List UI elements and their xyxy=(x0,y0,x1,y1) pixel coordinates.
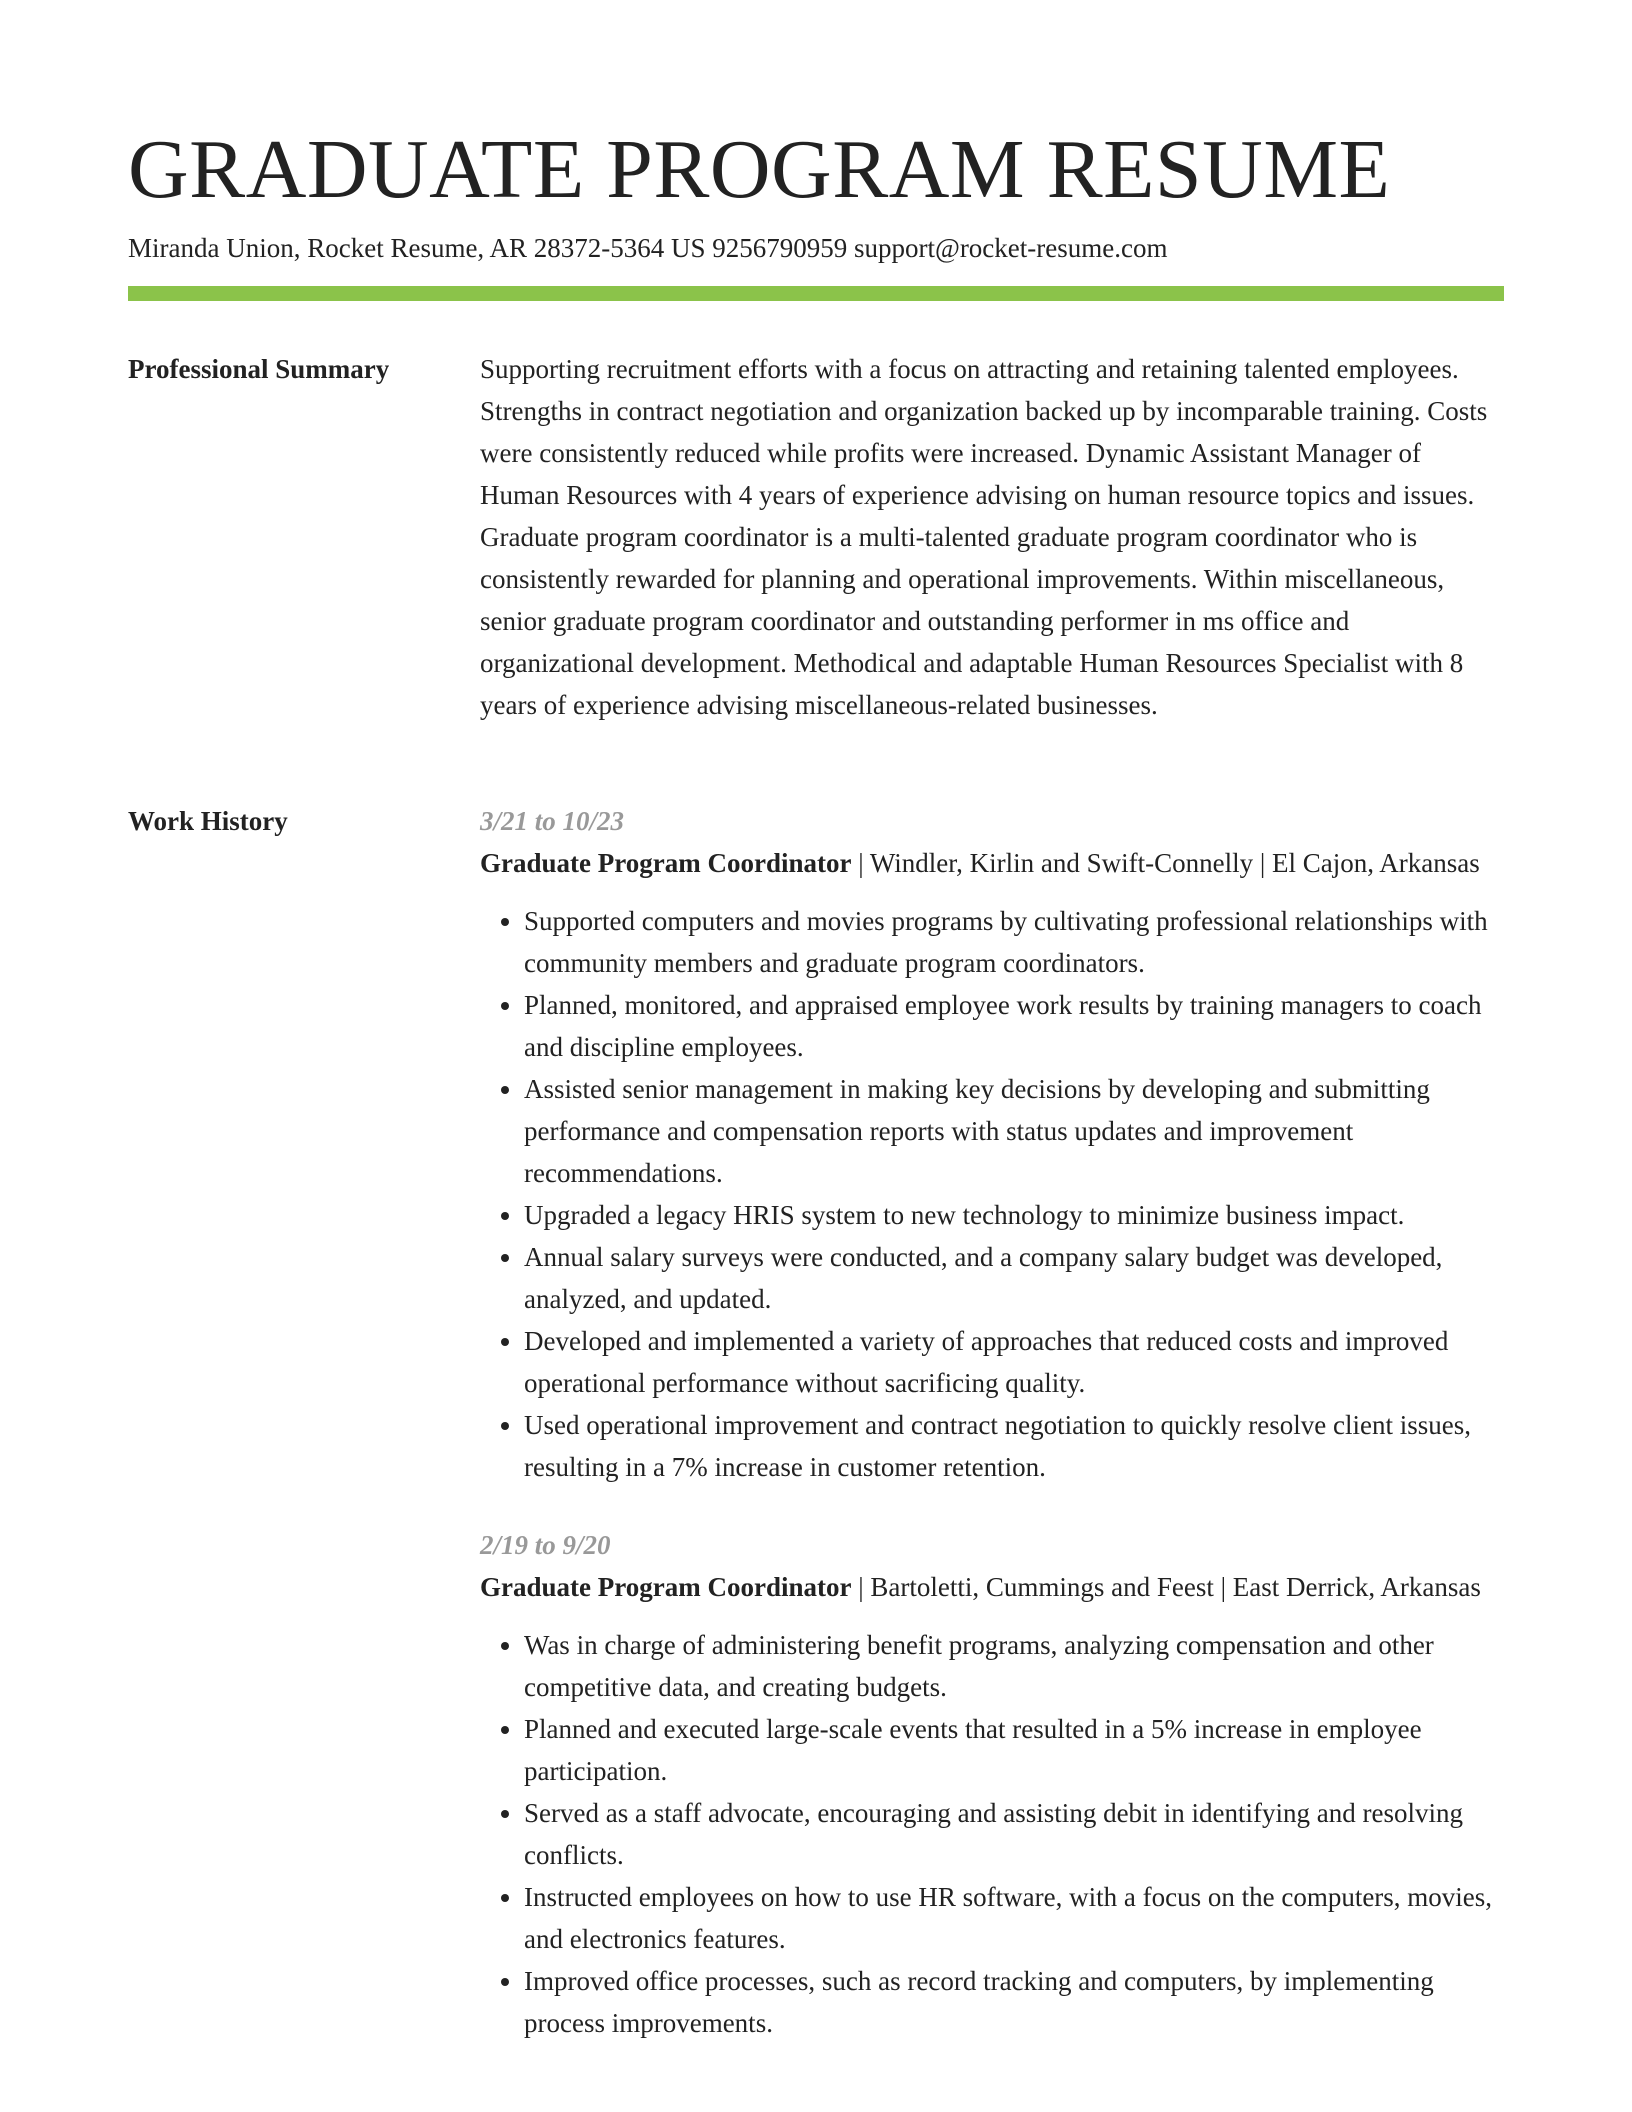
job-dates: 2/19 to 9/20 xyxy=(480,1530,611,1560)
job-header xyxy=(480,842,1504,884)
job-bullet-list xyxy=(480,900,1504,1488)
job-bullet: • Annual salary surveys were conducted, and a company salary budget was developed, analyzed, and updated. xyxy=(524,1236,1504,1320)
job-bullet: • Developed and implemented a variety of approaches that reduced costs and improved operational performance without sacrificing quality. xyxy=(524,1320,1504,1404)
job-bullet-list xyxy=(480,1624,1504,2044)
job-bullet: • Served as a staff advocate, encouraging and assisting debit in identifying and resolving conflicts. xyxy=(524,1792,1504,1876)
job-bullet: • Improved office processes, such as record tracking and computers, by implementing process improvements. xyxy=(524,1960,1504,2044)
job-bullet: • Upgraded a legacy HRIS system to new technology to minimize business impact. xyxy=(524,1194,1504,1236)
job-bullet: • Planned and executed large-scale events that resulted in a 5% increase in employee participation. xyxy=(524,1708,1504,1792)
job-title: Graduate Program Coordinator xyxy=(480,848,852,878)
job-employer-location: | Bartoletti, Cummings and Feest | East Derrick, Arkansas xyxy=(851,1572,1481,1602)
job-bullet: • Assisted senior management in making key decisions by developing and submitting performance and compensation reports with status updates and improvement recommendations. xyxy=(524,1068,1504,1194)
job-bullet: • Was in charge of administering benefit programs, analyzing compensation and other competitive data, and creating budgets. xyxy=(524,1624,1504,1708)
job-bullet: • Supported computers and movies programs by cultivating professional relationships with community members and graduate program coordinators. xyxy=(524,900,1504,984)
summary-label: Professional Summary xyxy=(128,354,390,384)
summary-body xyxy=(480,348,1504,726)
job-header xyxy=(480,1566,1504,1608)
contact-line: Miranda Union, Rocket Resume, AR 28372-5364 US 9256790959 support@rocket-resume.com xyxy=(128,233,1168,263)
summary-text: Supporting recruitment efforts with a focus on attracting and retaining talented employees. Strengths in contract negotiation and organization backed up by incomparable training. Costs were consistently reduced while profits were increased. Dynamic Assistant Manager of Human Resources with 4 years of experience advising on human resource topics and issues. Graduate program coordinator is a multi-talented graduate program coordinator who is consistently rewarded for planning and operational improvements. Within miscellaneous, senior graduate program coordinator and outstanding performer in ms office and organizational development. Methodical and adaptable Human Resources Specialist with 8 years of experience advising miscellaneous-related businesses. xyxy=(480,354,1488,720)
job-bullet: • Instructed employees on how to use HR software, with a focus on the computers, movies, and electronics features. xyxy=(524,1876,1504,1960)
job-entry xyxy=(480,1524,1504,2044)
job-bullet: • Used operational improvement and contract negotiation to quickly resolve client issues, resulting in a 7% increase in customer retention. xyxy=(524,1404,1504,1488)
job-bullet: • Planned, monitored, and appraised employee work results by training managers to coach and discipline employees. xyxy=(524,984,1504,1068)
job-dates: 3/21 to 10/23 xyxy=(480,806,625,836)
work-history-body xyxy=(480,800,1504,2080)
accent-rule xyxy=(128,286,1504,301)
job-entry xyxy=(480,800,1504,1488)
resume-title: GRADUATE PROGRAM RESUME xyxy=(128,123,1391,216)
job-employer-location: | Windler, Kirlin and Swift-Connelly | El Cajon, Arkansas xyxy=(851,848,1480,878)
job-title: Graduate Program Coordinator xyxy=(480,1572,852,1602)
work-history-label: Work History xyxy=(128,806,288,836)
